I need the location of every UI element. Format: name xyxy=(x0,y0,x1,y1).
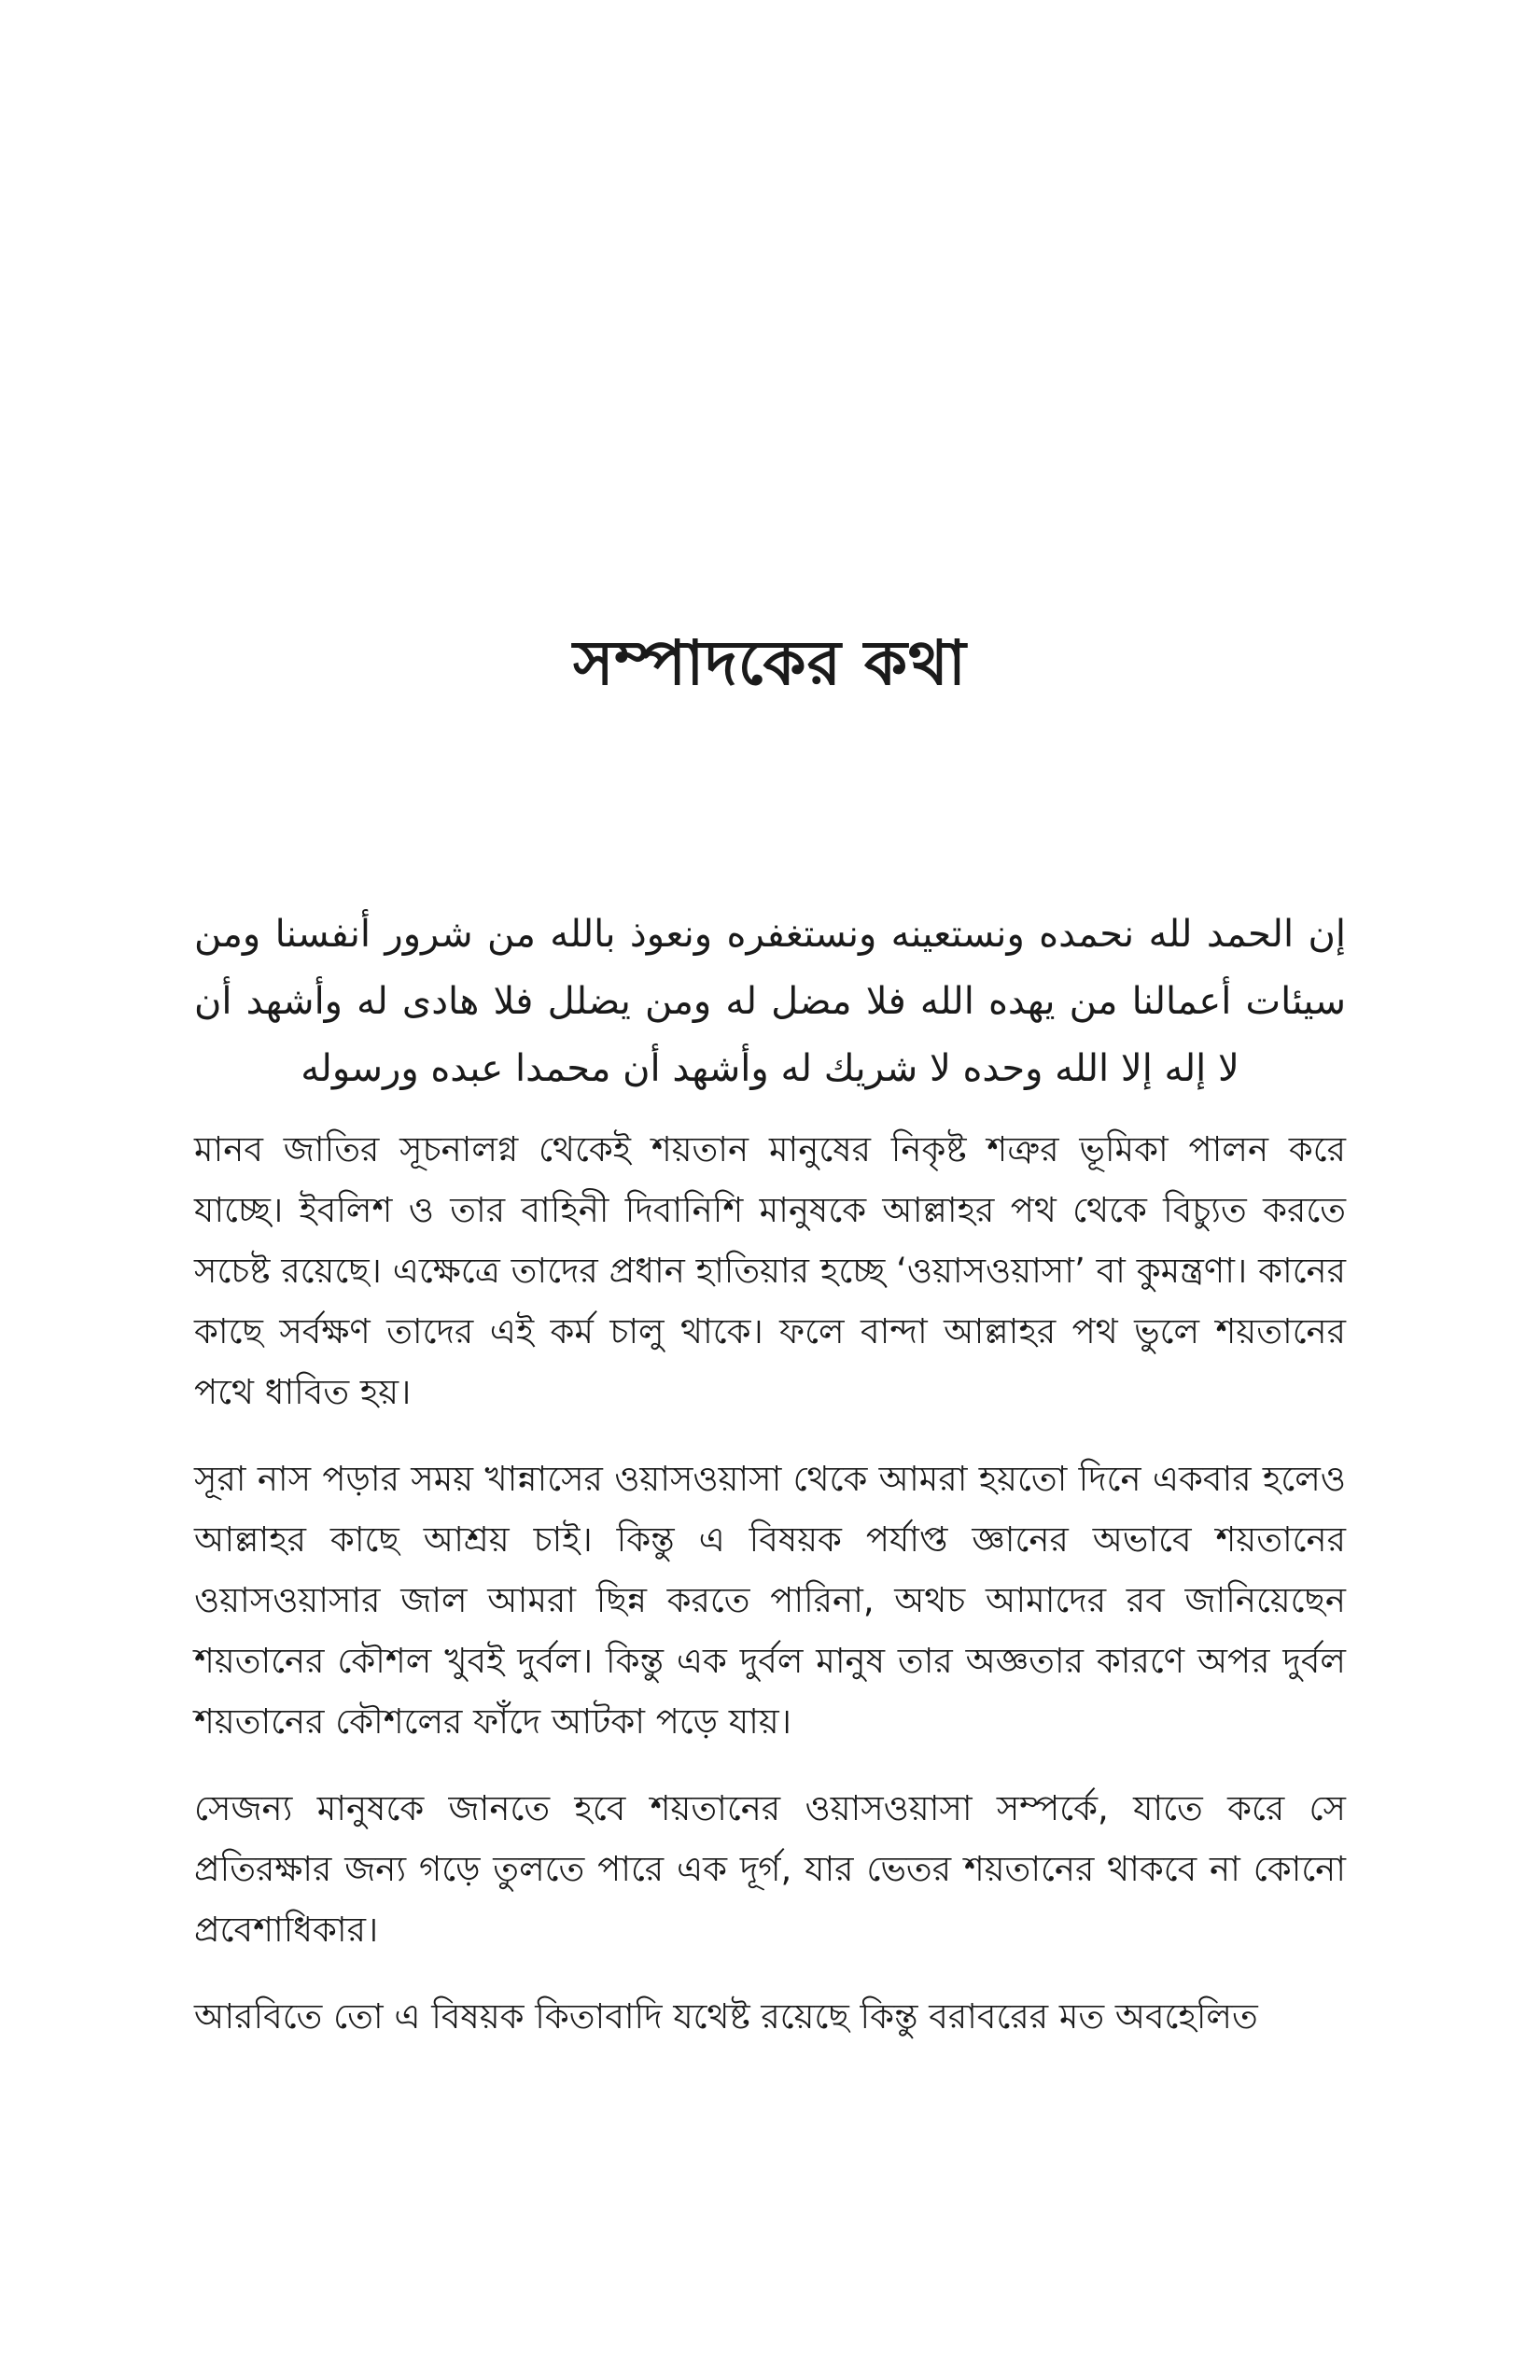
paragraph-1: মানব জাতির সূচনালগ্ন থেকেই শয়তান মানুষের নিকৃষ্ট শত্রুর ভূমিকা পালন করে যাচ্ছে। ইবলিশ ও তার বাহিনী দিবানিশি মানুষকে আল্লাহর পথ থেকে বিচ্যুত করতে সচেষ্ট রয়েছে। এক্ষেত্রে তাদের প্রধান হাতিয়ার হচ্ছে ‘ওয়াসওয়াসা’ বা কুমন্ত্রণা। কানের কাছে সর্বক্ষণ তাদের এই কর্ম চালু থাকে। ফলে বান্দা আল্লাহর পথ ভুলে শয়তানের পথে ধাবিত হয়। xyxy=(194,1129,1346,1412)
paragraph-4: আরবিতে তো এ বিষয়ক কিতাবাদি যথেষ্ট রয়েছে কিন্তু বরাবরের মত অবহেলিত xyxy=(194,1996,1258,2037)
arabic-invocation: إن الحمد لله نحمده ونستعينه ونستغفره ونعوذ بالله من شرور أنفسنا ومن سيئات أعمالنا من يهده الله فلا مضل له ومن يضلل فلا هادى له وأشهد أن لا إله إلا الله وحده لا شريك له وأشهد أن محمدا عبده ورسوله xyxy=(194,913,1346,1090)
paragraph-3: সেজন্য মানুষকে জানতে হবে শয়তানের ওয়াসওয়াসা সম্পর্কে, যাতে করে সে প্রতিরক্ষার জন্য গড়ে তুলতে পারে এক দূর্গ, যার ভেতর শয়তানের থাকবে না কোনো প্রবেশাধিকার। xyxy=(194,1788,1346,1950)
paragraph-2: সূরা নাস পড়ার সময় খান্নাসের ওয়াসওয়াসা থেকে আমরা হয়তো দিনে একবার হলেও আল্লাহর কাছে আশ্রয় চাই। কিন্তু এ বিষয়ক পর্যাপ্ত জ্ঞানের অভাবে শয়তানের ওয়াসওয়াসার জাল আমরা ছিন্ন করতে পারিনা, অথচ আমাদের রব জানিয়েছেন শয়তানের কৌশল খুবই দুর্বল। কিন্তু এক দুর্বল মানুষ তার অজ্ঞতার কারণে অপর দুর্বল শয়তানের কৌশলের ফাঁদে আটকা পড়ে যায়। xyxy=(194,1459,1346,1742)
page-title: সম্পাদকের কথা xyxy=(573,626,967,699)
page-body xyxy=(194,901,1346,2047)
